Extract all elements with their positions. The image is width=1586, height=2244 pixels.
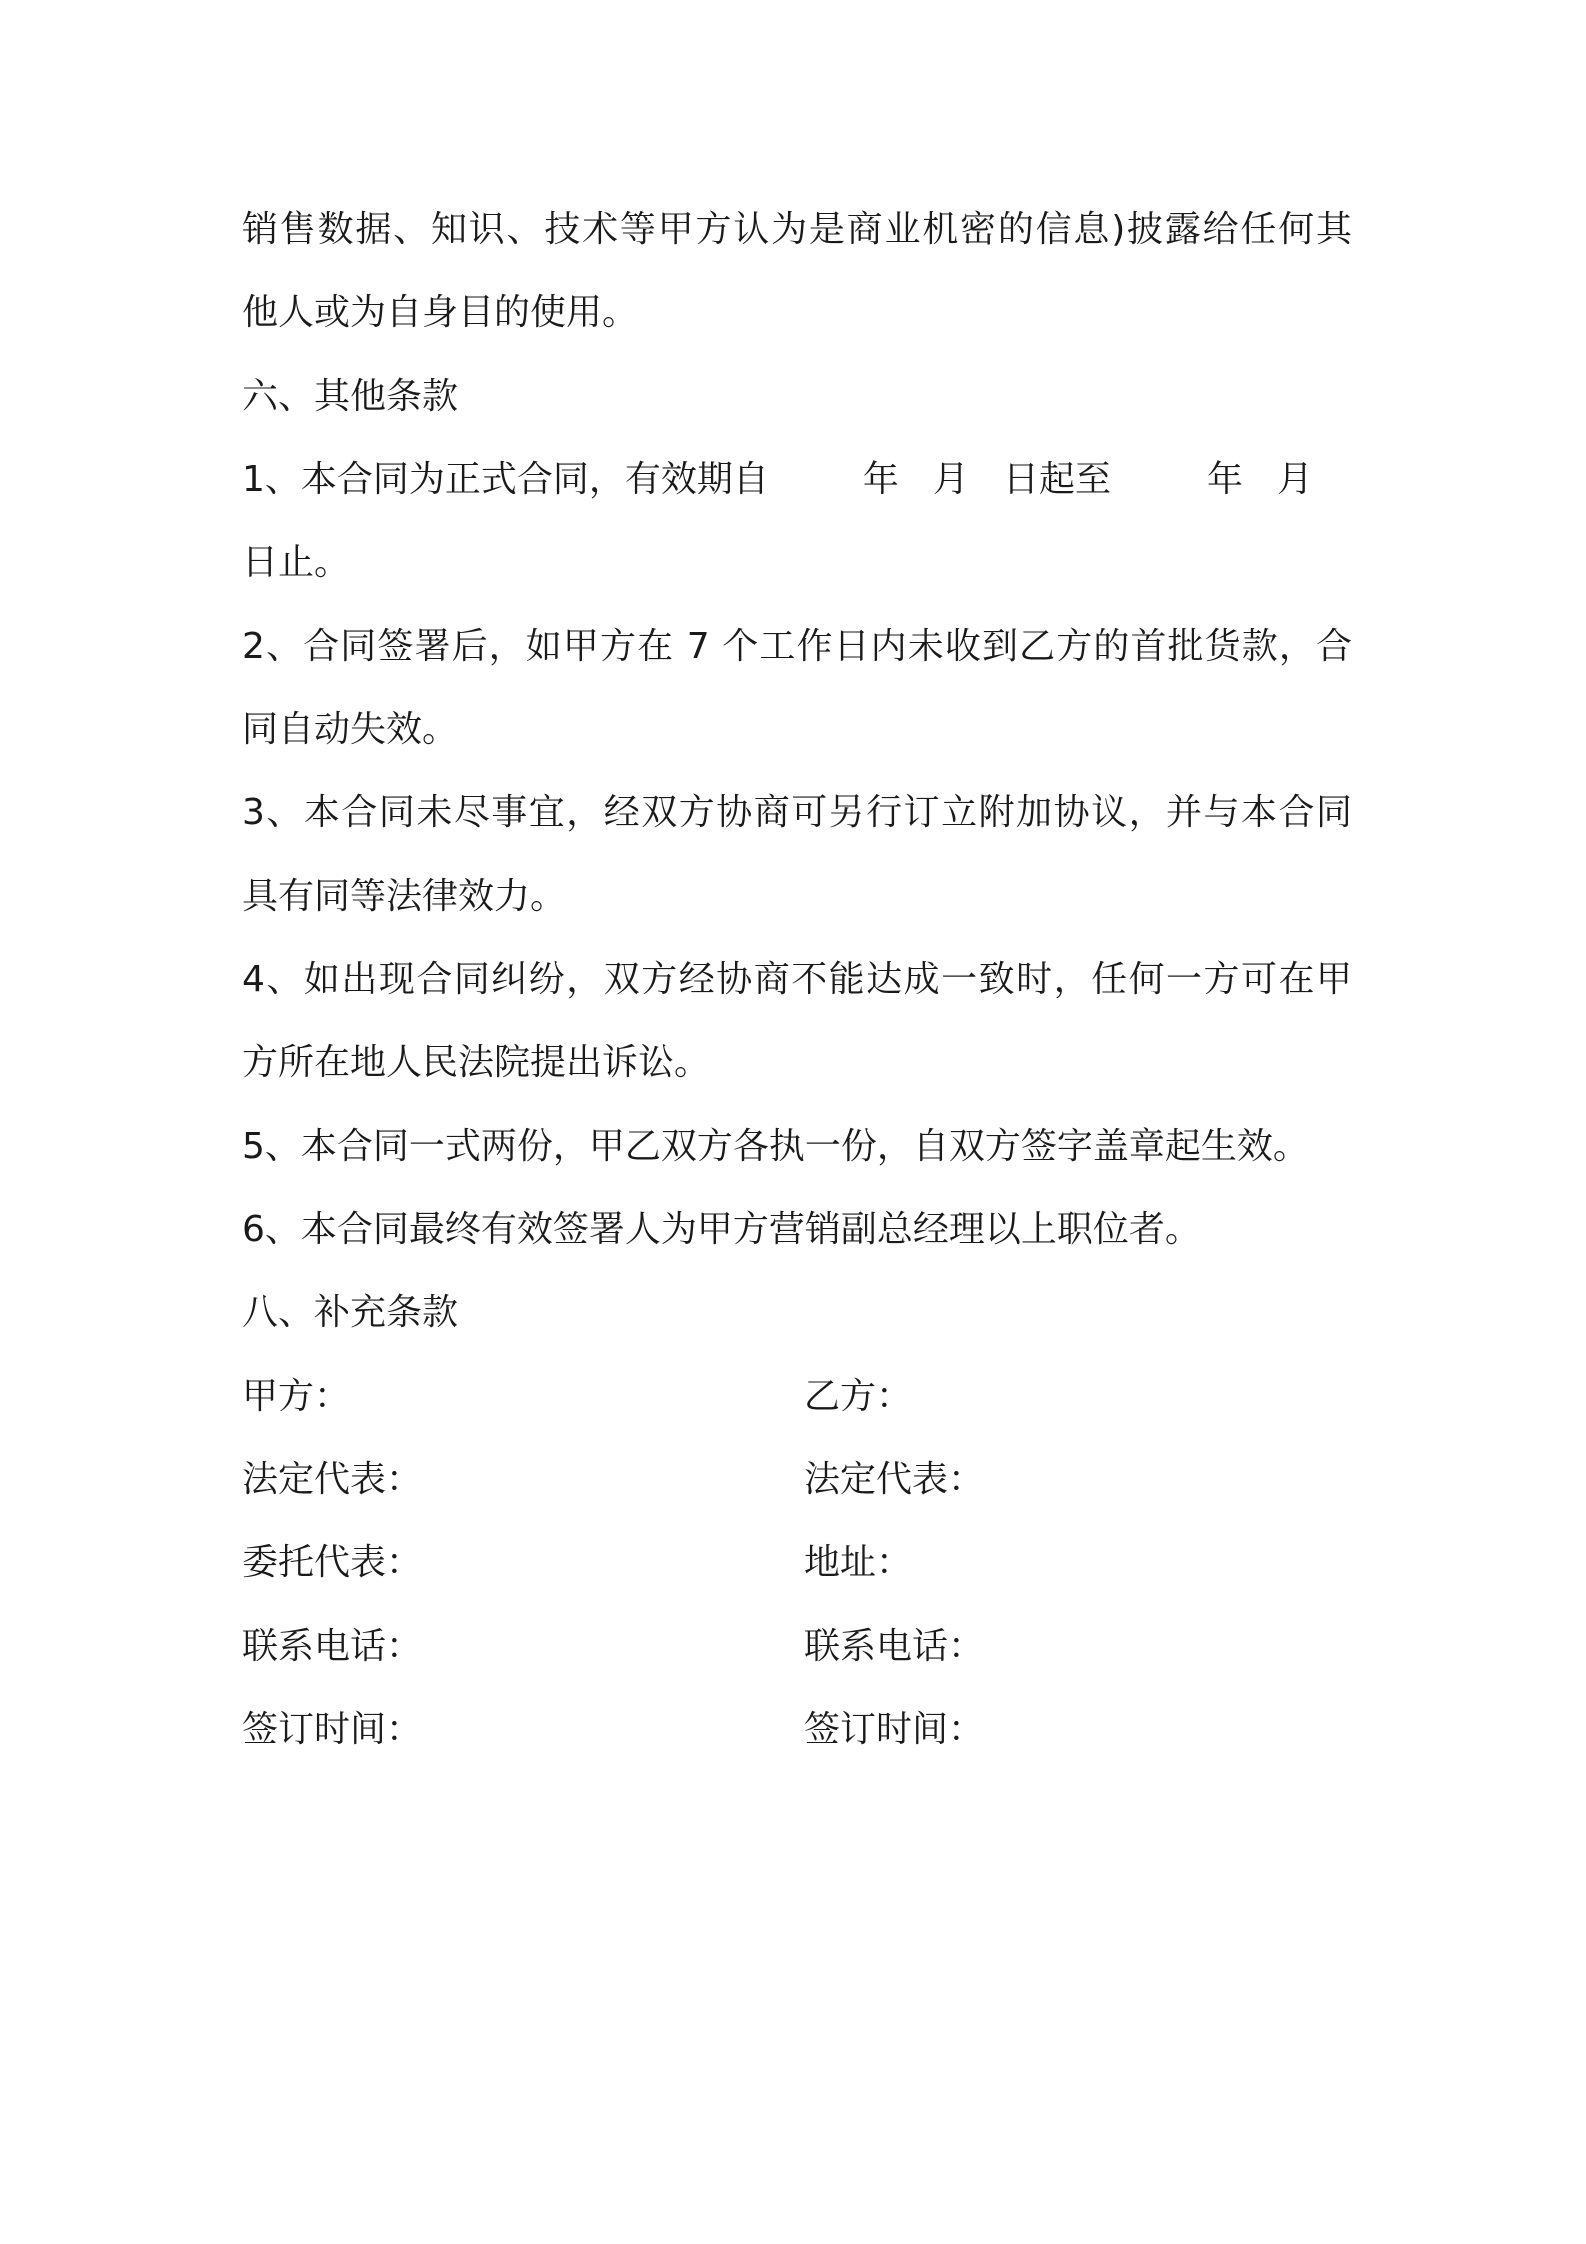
party-b-address-label: 地址：	[804, 1542, 913, 1583]
section-heading: 六、其他条款	[242, 376, 459, 417]
party-b-phone-label: 联系电话：	[804, 1626, 985, 1667]
party-b-date-label: 签订时间：	[804, 1709, 985, 1750]
party-b-label: 乙方：	[804, 1376, 913, 1417]
party-a-date-label: 签订时间：	[242, 1709, 423, 1750]
paragraph-line: 销售数据、知识、技术等甲方认为是商业机密的信息)披露给任何其	[242, 209, 1352, 250]
party-a-label: 甲方：	[242, 1376, 351, 1417]
blank-month-2: 月	[1276, 459, 1313, 500]
clause-4-line-1: 4、如出现合同纠纷，双方经协商不能达成一致时，任何一方可在甲	[242, 959, 1352, 1000]
clause-1-line-1	[242, 456, 1352, 504]
clause-2-line-2: 同自动失效。	[242, 709, 459, 750]
blank-month-1: 月	[932, 459, 969, 500]
blank-year-2: 年	[1206, 459, 1243, 500]
paragraph-line: 他人或为自身目的使用。	[242, 292, 639, 333]
clause-2-line-1: 2、合同签署后，如甲方在 7 个工作日内未收到乙方的首批货款，合	[242, 626, 1352, 667]
clause-4-line-2: 方所在地人民法院提出诉讼。	[242, 1042, 711, 1083]
clause-5: 5、本合同一式两份，甲乙双方各执一份，自双方签字盖章起生效。	[242, 1126, 1309, 1167]
party-a-phone-label: 联系电话：	[242, 1626, 423, 1667]
section-heading: 八、补充条款	[242, 1292, 459, 1333]
party-a-legal-rep-label: 法定代表：	[242, 1459, 423, 1500]
blank-day-to: 日起至	[1002, 459, 1111, 500]
clause-6: 6、本合同最终有效签署人为甲方营销副总经理以上职位者。	[242, 1209, 1201, 1250]
clause-1-line-2: 日止。	[242, 542, 351, 583]
clause-1-text: 1、本合同为正式合同，有效期自	[242, 459, 769, 500]
party-b-legal-rep-label: 法定代表：	[804, 1459, 985, 1500]
blank-year-1: 年	[862, 459, 899, 500]
clause-3-line-2: 具有同等法律效力。	[242, 876, 567, 917]
clause-3-line-1: 3、本合同未尽事宜，经双方协商可另行订立附加协议，并与本合同	[242, 792, 1352, 833]
party-a-agent-label: 委托代表：	[242, 1542, 423, 1583]
